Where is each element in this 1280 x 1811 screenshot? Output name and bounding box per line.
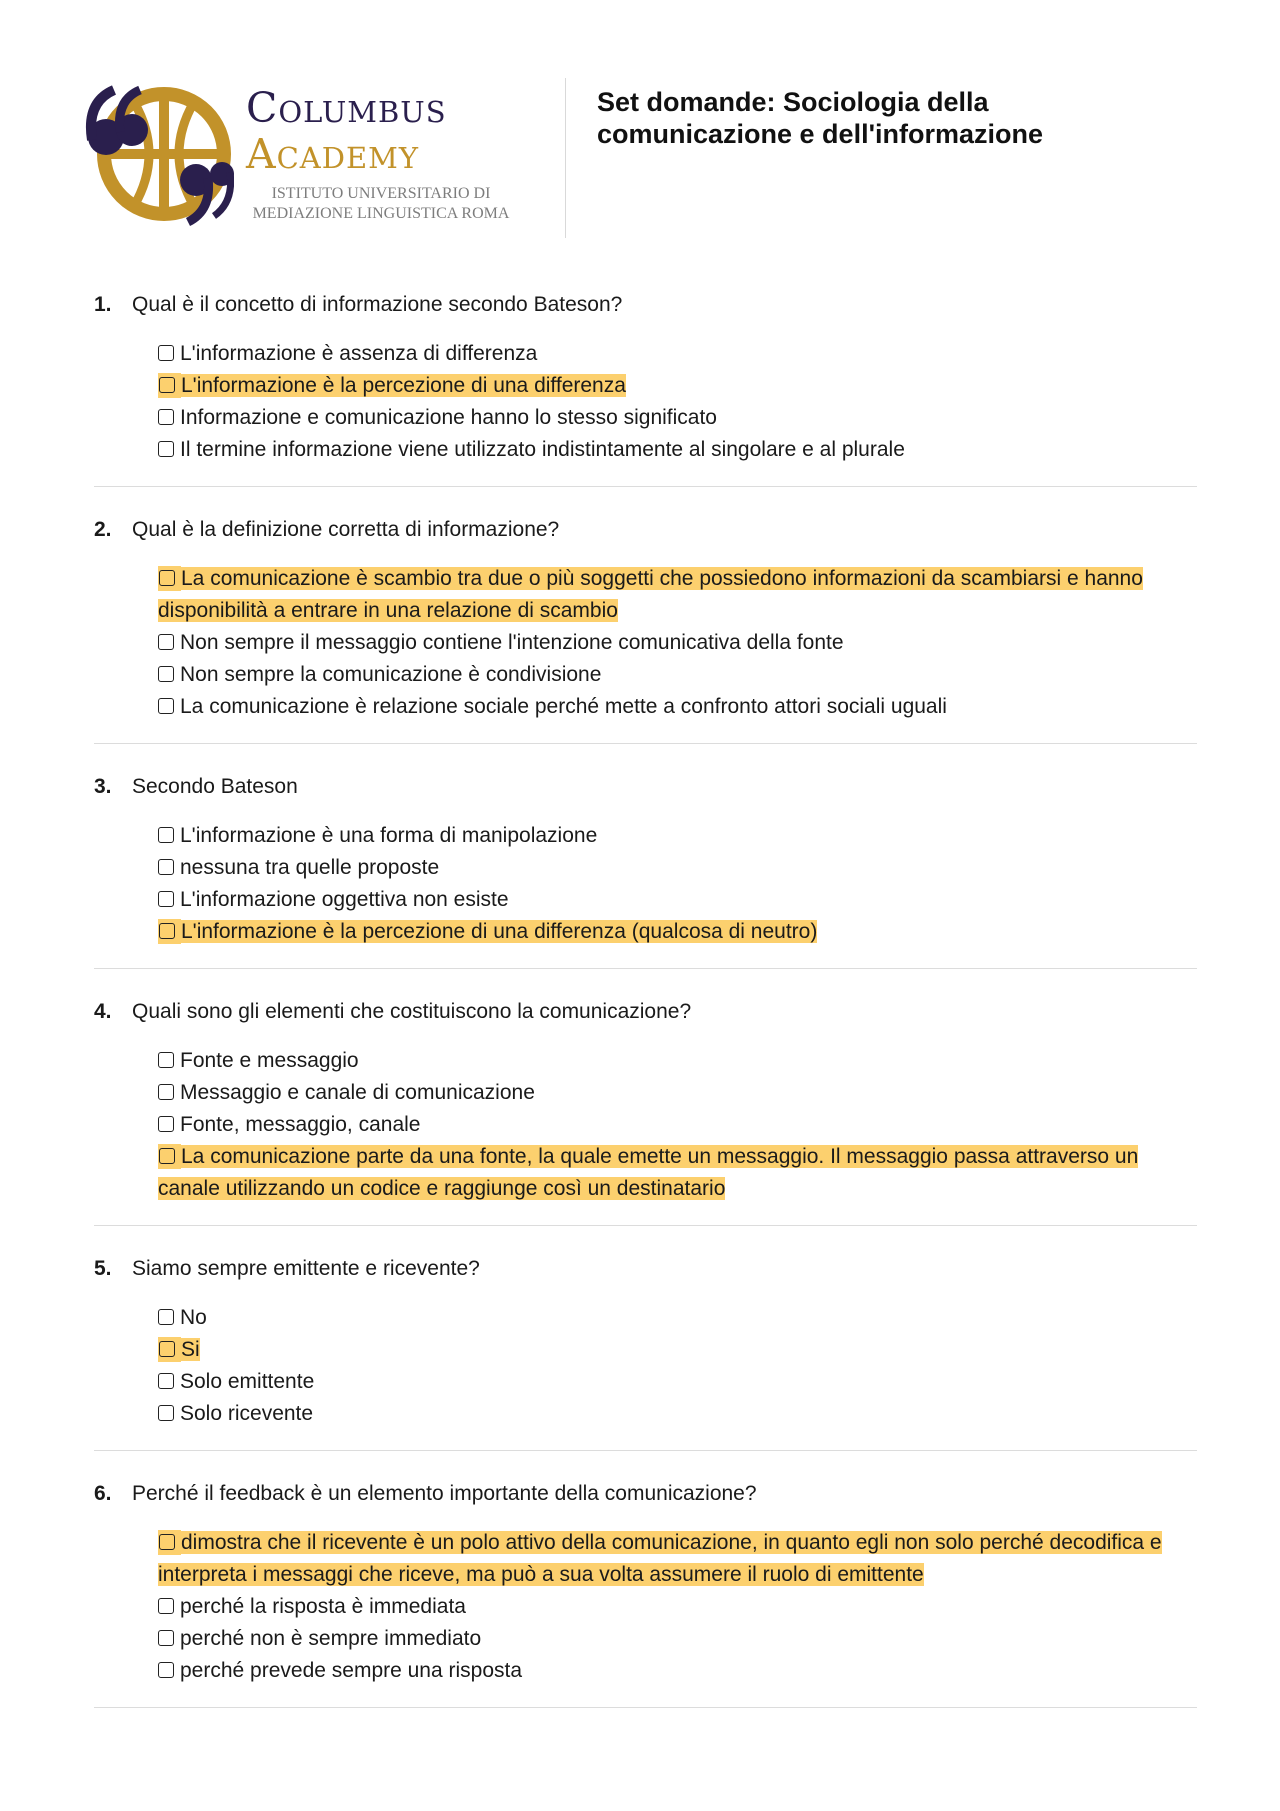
question-heading [94,290,1197,320]
question-block [94,1479,1197,1708]
answer-options [158,820,1197,948]
answer-option[interactable] [158,338,1197,370]
question-text: Qual è la definizione corretta di informazione? [132,518,560,541]
answer-option[interactable] [158,1302,1197,1334]
question-number: 1. [94,293,112,316]
answer-option[interactable] [158,434,1197,466]
answer-option[interactable] [158,852,1197,884]
answer-label: Messaggio e canale di comunicazione [180,1081,535,1104]
checkbox-icon[interactable] [158,441,174,457]
question-block [94,772,1197,969]
question-number: 6. [94,1482,112,1505]
question-text: Quali sono gli elementi che costituiscono la comunicazione? [132,1000,692,1023]
answer-option-correct[interactable] [158,1527,1197,1591]
question-block [94,997,1197,1226]
answer-label: nessuna tra quelle proposte [180,856,440,879]
answer-options [158,563,1197,723]
answer-options [158,338,1197,466]
brand-name: Columbus [246,84,447,132]
checkbox-icon[interactable] [158,634,174,650]
question-block [94,290,1197,487]
answer-label: dimostra che il ricevente è un polo attivo della comunicazione, in quanto egli non solo perché decodifica e interpreta i messaggi che riceve, ma può a sua volta assumere il ruolo di emittente [158,1531,1162,1586]
answer-label: L'informazione è assenza di differenza [180,342,538,365]
answer-label: Solo ricevente [180,1402,314,1425]
checkbox-icon[interactable] [159,923,175,939]
answer-label: perché non è sempre immediato [180,1627,482,1650]
answer-option[interactable] [158,1398,1197,1430]
question-text: Siamo sempre emittente e ricevente? [132,1257,480,1280]
checkbox-icon[interactable] [158,409,174,425]
answer-options [158,1302,1197,1430]
answer-option[interactable] [158,820,1197,852]
checkbox-icon[interactable] [158,345,174,361]
answer-option[interactable] [158,1077,1197,1109]
answer-label: La comunicazione parte da una fonte, la quale emette un messaggio. Il messaggio passa attraverso un canale utilizzando un codice e raggiunge così un destinatario [158,1145,1139,1200]
question-number: 5. [94,1257,112,1280]
brand-name-academy: Academy [246,130,419,178]
answer-label: Non sempre il messaggio contiene l'intenzione comunicativa della fonte [180,631,844,654]
checkbox-icon[interactable] [158,1084,174,1100]
answer-option[interactable] [158,884,1197,916]
answer-option[interactable] [158,1655,1197,1687]
answer-option[interactable] [158,402,1197,434]
answer-label: Si [181,1338,200,1361]
answer-option-correct[interactable] [158,916,1197,948]
checkbox-icon[interactable] [158,1373,174,1389]
answer-label: No [180,1306,207,1329]
answer-option[interactable] [158,1623,1197,1655]
checkbox-icon[interactable] [158,827,174,843]
columbus-globe-logo-icon [84,82,234,232]
checkbox-icon[interactable] [158,859,174,875]
question-text: Qual è il concetto di informazione secondo Bateson? [132,293,623,316]
answer-label: Il termine informazione viene utilizzato indistintamente al singolare e al plurale [180,438,905,461]
answer-label: L'informazione è la percezione di una differenza (qualcosa di neutro) [181,920,818,943]
answer-label: Non sempre la comunicazione è condivisione [180,663,602,686]
checkbox-icon[interactable] [158,1598,174,1614]
answer-label: Fonte e messaggio [180,1049,359,1072]
answer-label: L'informazione è la percezione di una differenza [181,374,626,397]
answer-option[interactable] [158,691,1197,723]
checkbox-icon[interactable] [158,666,174,682]
answer-option[interactable] [158,627,1197,659]
answer-option[interactable] [158,659,1197,691]
checkbox-icon[interactable] [158,891,174,907]
question-text: Perché il feedback è un elemento importante della comunicazione? [132,1482,757,1505]
question-heading [94,1479,1197,1509]
answer-option[interactable] [158,1045,1197,1077]
brand-caption: ISTITUTO UNIVERSITARIO DI MEDIAZIONE LINGUISTICA ROMA [252,185,510,222]
checkbox-icon[interactable] [158,1052,174,1068]
answer-options [158,1527,1197,1687]
answer-option[interactable] [158,1109,1197,1141]
question-heading [94,515,1197,545]
answer-option-correct[interactable] [158,1334,1197,1366]
checkbox-icon[interactable] [158,1116,174,1132]
checkbox-icon[interactable] [158,698,174,714]
checkbox-icon[interactable] [158,1309,174,1325]
question-number: 4. [94,1000,112,1023]
answer-option-correct[interactable] [158,563,1197,627]
question-list [94,290,1197,1736]
answer-options [158,1045,1197,1205]
question-text: Secondo Bateson [132,775,298,798]
checkbox-icon[interactable] [159,377,175,393]
answer-option-correct[interactable] [158,370,1197,402]
question-heading [94,1254,1197,1284]
answer-label: La comunicazione è relazione sociale perché mette a confronto attori sociali uguali [180,695,947,718]
question-heading [94,997,1197,1027]
answer-option[interactable] [158,1591,1197,1623]
answer-label: La comunicazione è scambio tra due o più soggetti che possiedono informazioni da scambiarsi e hanno disponibilità a entrare in una relazione di scambio [158,567,1143,622]
checkbox-icon[interactable] [158,1405,174,1421]
checkbox-icon[interactable] [158,1630,174,1646]
checkbox-icon[interactable] [159,1341,175,1357]
checkbox-icon[interactable] [159,1534,175,1550]
answer-label: L'informazione oggettiva non esiste [180,888,509,911]
answer-option[interactable] [158,1366,1197,1398]
header-divider [565,78,566,238]
answer-label: Solo emittente [180,1370,315,1393]
checkbox-icon[interactable] [158,1662,174,1678]
answer-label: Informazione e comunicazione hanno lo stesso significato [180,406,717,429]
question-number: 2. [94,518,112,541]
question-heading [94,772,1197,802]
question-block [94,1254,1197,1451]
checkbox-icon[interactable] [159,1148,175,1164]
checkbox-icon[interactable] [159,570,175,586]
answer-label: L'informazione è una forma di manipolazione [180,824,598,847]
answer-label: Fonte, messaggio, canale [180,1113,421,1136]
question-block [94,515,1197,744]
answer-label: perché la risposta è immediata [180,1595,466,1618]
page-title: Set domande: Sociologia della comunicazione e dell'informazione [597,87,1044,149]
question-number: 3. [94,775,112,798]
answer-label: perché prevede sempre una risposta [180,1659,523,1682]
page-header [0,0,1280,250]
answer-option-correct[interactable] [158,1141,1197,1205]
